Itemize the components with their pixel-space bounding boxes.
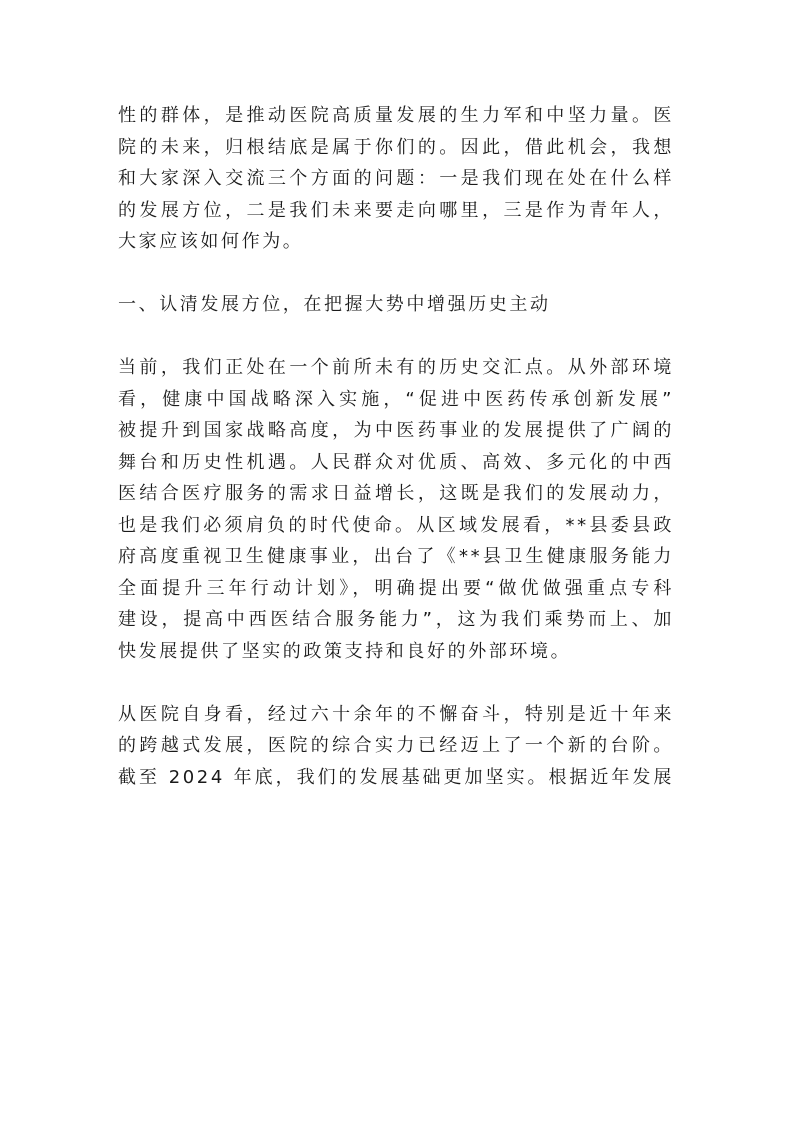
text-line: 建设，提高中西医结合服务能力”，这为我们乘势而上、加 [118,609,674,630]
document-body [118,100,674,793]
text-line: 也是我们必须肩负的时代使命。从区域发展看，**县委县政 [118,514,674,536]
text-line: 看，健康中国战略深入实施，“促进中医药传承创新发展” [118,388,674,410]
text-line: 府高度重视卫生健康事业，出台了《**县卫生健康服务能力 [118,546,674,567]
intro-paragraph [118,100,674,258]
text-line: 的发展方位，二是我们未来要走向哪里，三是作为青年人， [118,199,674,221]
section-heading: 一、认清发展方位，在把握大势中增强历史主动 [118,294,551,315]
text-line: 截至 2024 年底，我们的发展基础更加坚实。根据近年发展 [118,766,674,788]
paragraph-spacer [118,667,674,699]
text-line: 大家应该如何作为。 [118,231,304,252]
paragraph-spacer [118,321,674,353]
body-paragraph [118,699,674,794]
text-line: 舞台和历史性机遇。人民群众对优质、高效、多元化的中西 [118,451,674,473]
text-line: 被提升到国家战略高度，为中医药事业的发展提供了广阔的 [118,420,674,441]
text-line: 当前，我们正处在一个前所未有的历史交汇点。从外部环境 [118,357,674,378]
text-line: 从医院自身看，经过六十余年的不懈奋斗，特别是近十年来 [118,703,674,725]
text-line: 性的群体，是推动医院高质量发展的生力军和中坚力量。医 [118,105,674,126]
body-paragraph [118,352,674,667]
text-line: 的跨越式发展，医院的综合实力已经迈上了一个新的台阶。 [118,735,674,756]
text-line: 医结合医疗服务的需求日益增长，这既是我们的发展动力， [118,483,674,504]
text-line: 和大家深入交流三个方面的问题：一是我们现在处在什么样 [118,168,674,189]
text-line: 全面提升三年行动计划》，明确提出要“做优做强重点专科 [118,577,674,599]
paragraph-spacer [118,258,674,290]
text-line: 院的未来，归根结底是属于你们的。因此，借此机会，我想 [118,136,674,158]
text-line: 快发展提供了坚实的政策支持和良好的外部环境。 [118,640,572,662]
